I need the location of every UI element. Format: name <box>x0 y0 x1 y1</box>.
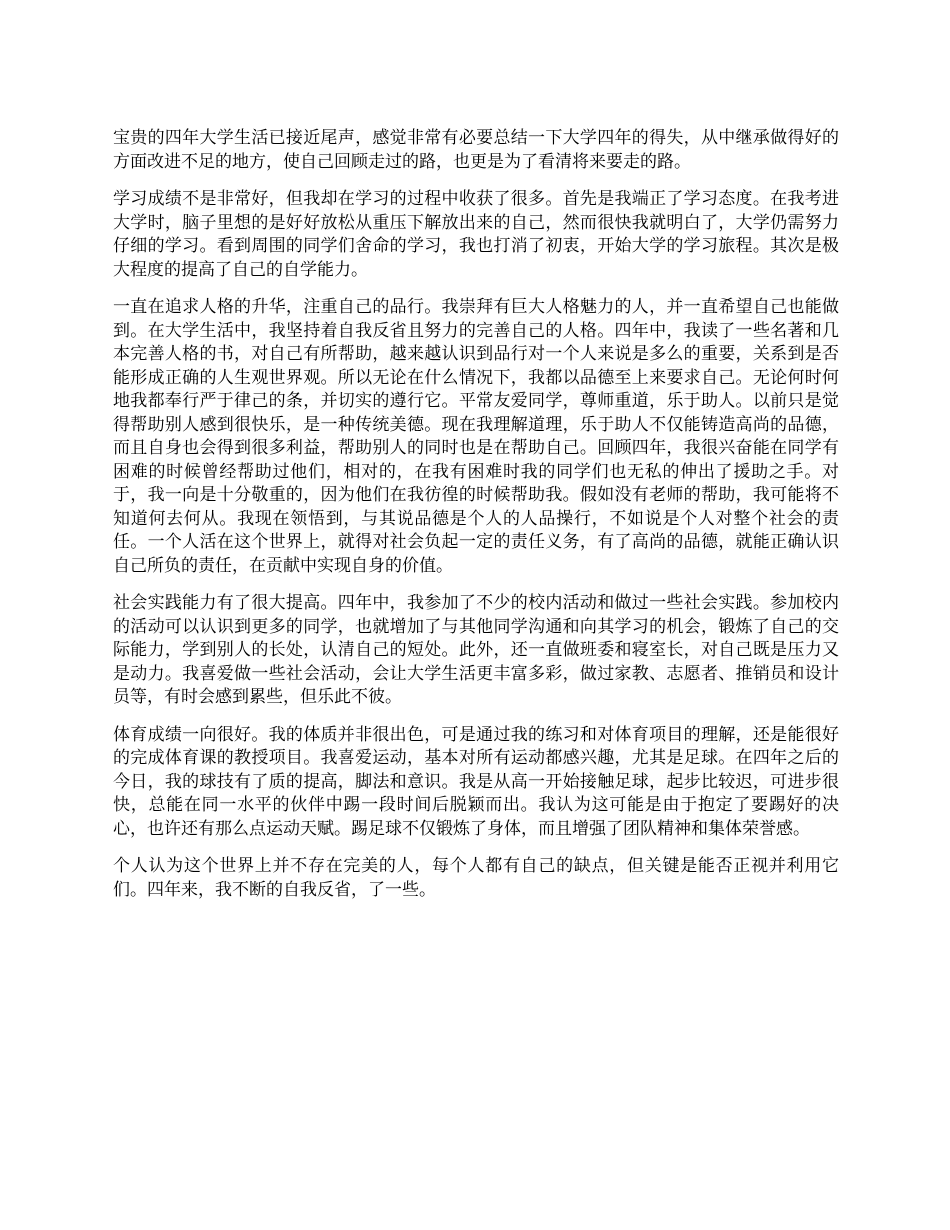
paragraph-intro: 宝贵的四年大学生活已接近尾声，感觉非常有必要总结一下大学四年的得失，从中继承做得好的方面改进不足的地方，使自己回顾走过的路，也更是为了看清将来要走的路。 <box>113 128 839 172</box>
paragraph-conclusion: 个人认为这个世界上并不存在完美的人，每个人都有自己的缺点，但关键是能否正视并利用它们。四年来，我不断的自我反省，了一些。 <box>113 856 839 900</box>
document-body <box>113 127 839 916</box>
paragraph-social-practice: 社会实践能力有了很大提高。四年中，我参加了不少的校内活动和做过一些社会实践。参加校内的活动可以认识到更多的同学，也就增加了与其他同学沟通和向其学习的机会，锻炼了自己的交际能力，学到别人的长处，认清自己的短处。此外，还一直做班委和寝室长，对自己既是压力又是动力。我喜爱做一些社会活动，会让大学生活更丰富多彩，做过家教、志愿者、推销员和设计员等，有时会感到累些，但乐此不彼。 <box>113 593 839 707</box>
paragraph-study: 学习成绩不是非常好，但我却在学习的过程中收获了很多。首先是我端正了学习态度。在我考进大学时，脑子里想的是好好放松从重压下解放出来的自己，然而很快我就明白了，大学仍需努力仔细的学习。看到周围的同学们舍命的学习，我也打消了初衷，开始大学的学习旅程。其次是极大程度的提高了自己的自学能力。 <box>113 189 839 280</box>
paragraph-sports: 体育成绩一向很好。我的体质并非很出色，可是通过我的练习和对体育项目的理解，还是能很好的完成体育课的教授项目。我喜爱运动，基本对所有运动都感兴趣，尤其是足球。在四年之后的今日，我的球技有了质的提高，脚法和意识。我是从高一开始接触足球，起步比较迟，可进步很快，总能在同一水平的伙伴中踢一段时间后脱颖而出。我认为这可能是由于抱定了要踢好的决心，也许还有那么点运动天赋。踢足球不仅锻炼了身体，而且增强了团队精神和集体荣誉感。 <box>113 724 839 839</box>
paragraph-character: 一直在追求人格的升华，注重自己的品行。我崇拜有巨大人格魅力的人，并一直希望自己也能做到。在大学生活中，我坚持着自我反省且努力的完善自己的人格。四年中，我读了一些名著和几本完善人格的书，对自己有所帮助，越来越认识到品行对一个人来说是多么的重要，关系到是否能形成正确的人生观世界观。所以无论在什么情况下，我都以品德至上来要求自己。无论何时何地我都奉行严于律己的条，并切实的遵行它。平常友爱同学，尊师重道，乐于助人。以前只是觉得帮助别人感到很快乐，是一种传统美德。现在我理解道理，乐于助人不仅能铸造高尚的品德，而且自身也会得到很多利益，帮助别人的同时也是在帮助自己。回顾四年，我很兴奋能在同学有困难的时候曾经帮助过他们，相对的，在我有困难时我的同学们也无私的伸出了援助之手。对于，我一向是十分敬重的，因为他们在我彷徨的时候帮助我。假如没有老师的帮助，我可能将不知道何去何从。我现在领悟到，与其说品德是个人的人品操行，不如说是个人对整个社会的责任。一个人活在这个世界上，就得对社会负起一定的责任义务，有了高尚的品德，就能正确认识自己所负的责任，在贡献中实现自身的价值。 <box>113 297 839 576</box>
